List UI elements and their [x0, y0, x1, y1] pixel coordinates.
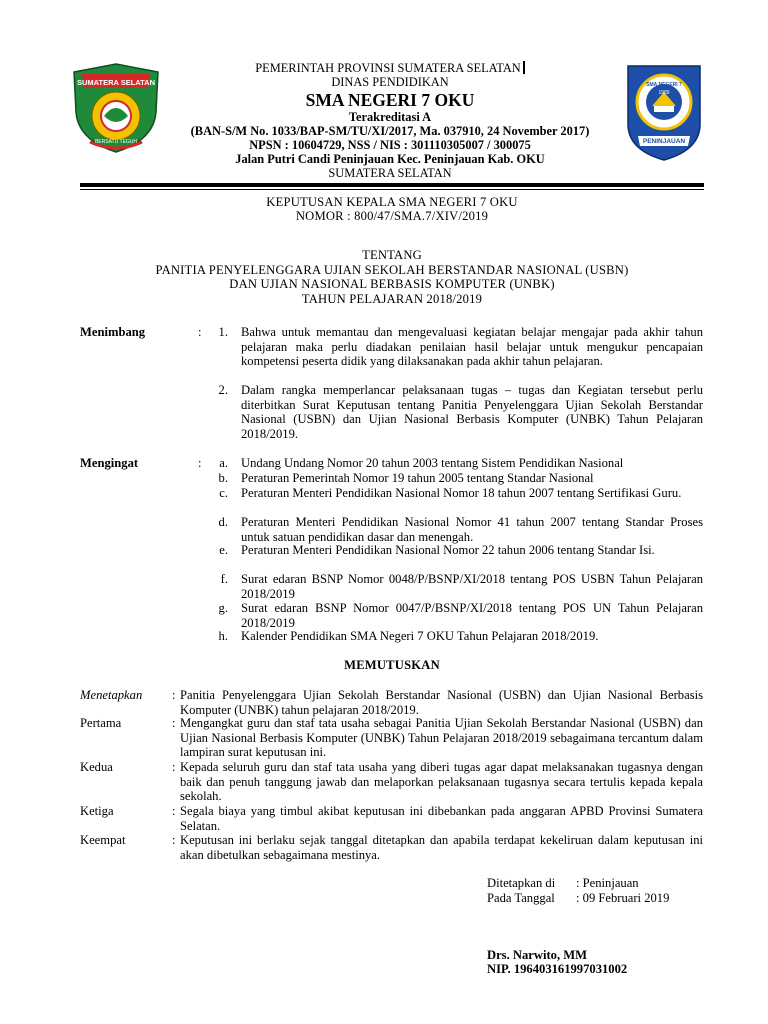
school-name: SMA NEGERI 7 OKU	[305, 90, 475, 110]
school-identifiers: NPSN : 10604729, NSS / NIS : 301110305007 / 300075	[249, 138, 531, 152]
mengingat-item-c-letter: c.	[219, 486, 228, 500]
accreditation-reference: (BAN-S/M No. 1033/BAP-SM/TU/XI/2017, Ma. 037910, 24 November 2017)	[190, 124, 590, 138]
mengingat-item-a-letter: a.	[219, 456, 228, 470]
mengingat-item-e-letter: e.	[219, 543, 228, 557]
date-label: Pada Tanggal	[487, 891, 555, 905]
mengingat-item-b-letter: b.	[218, 471, 228, 485]
signatory-nip: NIP. 196403161997031002	[487, 962, 628, 976]
pertama-text: Mengangkat guru dan staf tata usaha sebagai Panitia Ujian Sekolah Berstandar Nasional (USBN) dan Ujian Nasional Berbasis Komputer (UNBK) Tahun Pelajaran 2018/2019 sebagaimana tercantum dalam lampiran surat keputusan ini.	[180, 716, 703, 760]
letterhead-divider-thin	[80, 189, 704, 190]
mengingat-item-h-text: Kalender Pendidikan SMA Negeri 7 OKU Tahun Pelajaran 2018/2019.	[241, 629, 599, 643]
kedua-text: Kepada seluruh guru dan staf tata usaha yang diberi tugas agar dapat melaksanakan tugasnya dengan baik dan penuh tanggung jawab dan melaporkan pelaksanaan tugasnya secara tertulis kepada kepala sekolah.	[180, 760, 703, 804]
kedua-colon: :	[172, 760, 176, 774]
keempat-colon: :	[172, 833, 176, 847]
accreditation: Terakreditasi A	[348, 110, 432, 124]
decree-title: KEPUTUSAN KEPALA SMA NEGERI 7 OKU	[266, 195, 518, 209]
menimbang-item-2-text: Dalam rangka memperlancar pelaksanaan tugas – tugas dan Kegiatan tersebut perlu diterbitkan Surat Keputusan tentang Panitia Penyelenggara Ujian Sekolah Berstandar Nasional (USBN) dan Ujian Nasional Berbasis Komputer (UNBK) Tahun Pelajaran 2018/2019.	[241, 383, 703, 441]
ketiga-text: Segala biaya yang timbul akibat keputusan ini dibebankan pada anggaran APBD Provinsi Sumatera Selatan.	[180, 804, 703, 833]
keempat-text: Keputusan ini berlaku sejak tanggal ditetapkan dan apabila terdapat kekeliruan dalam keputusan ini akan dibetulkan sebagaimana mestinya.	[180, 833, 703, 862]
decree-number: NOMOR : 800/47/SMA.7/XIV/2019	[295, 209, 489, 223]
school-emblem	[624, 62, 704, 162]
text-cursor	[523, 61, 525, 74]
menetapkan-colon: :	[172, 688, 176, 702]
mengingat-item-d-letter: d.	[218, 515, 228, 529]
mengingat-item-g-letter: g.	[218, 601, 228, 615]
menetapkan-label: Menetapkan	[80, 688, 143, 702]
signatory-name: Drs. Narwito, MM	[487, 948, 588, 962]
mengingat-item-a-text: Undang Undang Nomor 20 tahun 2003 tentang Sistem Pendidikan Nasional	[241, 456, 624, 470]
mengingat-item-e-text: Peraturan Menteri Pendidikan Nasional Nomor 22 tahun 2006 tentang Standar Isi.	[241, 543, 655, 557]
menetapkan-text: Panitia Penyelenggara Ujian Sekolah Berstandar Nasional (USBN) dan Ujian Nasional Berbasis Komputer (UNBK) tahun pelajaran 2018/2019.	[180, 688, 703, 717]
mengingat-item-d-text: Peraturan Menteri Pendidikan Nasional Nomor 41 tahun 2007 tentang Standar Proses untuk satuan pendidikan dasar dan menengah.	[241, 515, 703, 544]
left-emblem-top-text: SUMATERA SELATAN	[76, 78, 156, 87]
school-region: SUMATERA SELATAN	[328, 166, 452, 180]
pertama-colon: :	[172, 716, 176, 730]
letterhead-divider-thick	[80, 183, 704, 187]
mengingat-item-c-text: Peraturan Menteri Pendidikan Nasional Nomor 18 tahun 2007 tentang Sertifikasi Guru.	[241, 486, 682, 500]
right-emblem-top-text: SMA NEGERI 7	[646, 82, 682, 88]
menimbang-label: Menimbang	[80, 325, 146, 339]
mengingat-item-b-text: Peraturan Pemerintah Nomor 19 tahun 2005 tentang Standar Nasional	[241, 471, 594, 485]
date-value: : 09 Februari 2019	[576, 891, 670, 905]
mengingat-colon: :	[198, 456, 202, 470]
place-label: Ditetapkan di	[487, 876, 556, 890]
mengingat-item-f-letter: f.	[220, 572, 228, 586]
pertama-label: Pertama	[80, 716, 122, 730]
menimbang-item-1-number: 1.	[218, 325, 228, 339]
letterhead-government	[160, 61, 620, 76]
left-emblem-bottom-text: BERSATU TEGUH	[94, 139, 138, 145]
decree-subject-line-1: PANITIA PENYELENGGARA UJIAN SEKOLAH BERSTANDAR NASIONAL (USBN)	[155, 263, 629, 277]
letterhead-line-government: PEMERINTAH PROVINSI SUMATERA SELATAN	[255, 61, 521, 75]
memutuskan-heading: MEMUTUSKAN	[344, 658, 440, 672]
mengingat-item-f-text: Surat edaran BSNP Nomor 0048/P/BSNP/XI/2018 tentang POS USBN Tahun Pelajaran 2018/2019	[241, 572, 703, 601]
right-emblem-bottom-text: PENINJAUAN	[642, 138, 686, 145]
menimbang-item-1-text: Bahwa untuk memantau dan mengevaluasi kegiatan belajar mengajar pada akhir tahun pelajaran maka perlu diadakan penilaian hasil belajar untuk mengukur pencapaian kompetensi peserta didik yang dilaksanakan pada akhir tahun pelajaran.	[241, 325, 703, 369]
mengingat-item-g-text: Surat edaran BSNP Nomor 0047/P/BSNP/XI/2018 tentang POS UN Tahun Pelajaran 2018/2019	[241, 601, 703, 630]
mengingat-item-h-letter: h.	[218, 629, 228, 643]
right-emblem-year: 1989	[658, 90, 670, 96]
mengingat-label: Mengingat	[80, 456, 139, 470]
decree-subject-line-2: DAN UJIAN NASIONAL BERBASIS KOMPUTER (UNBK)	[229, 277, 555, 291]
decree-subject-line-3: TAHUN PELAJARAN 2018/2019	[301, 292, 483, 306]
school-address: Jalan Putri Candi Peninjauan Kec. Peninjauan Kab. OKU	[235, 152, 545, 166]
letterhead-agency: DINAS PENDIDIKAN	[331, 75, 449, 89]
decree-about: TENTANG	[362, 248, 422, 262]
ketiga-label: Ketiga	[80, 804, 114, 818]
keempat-label: Keempat	[80, 833, 126, 847]
kedua-label: Kedua	[80, 760, 113, 774]
menimbang-colon: :	[198, 325, 202, 339]
menimbang-item-2-number: 2.	[218, 383, 228, 397]
ketiga-colon: :	[172, 804, 176, 818]
place-value: : Peninjauan	[576, 876, 639, 890]
